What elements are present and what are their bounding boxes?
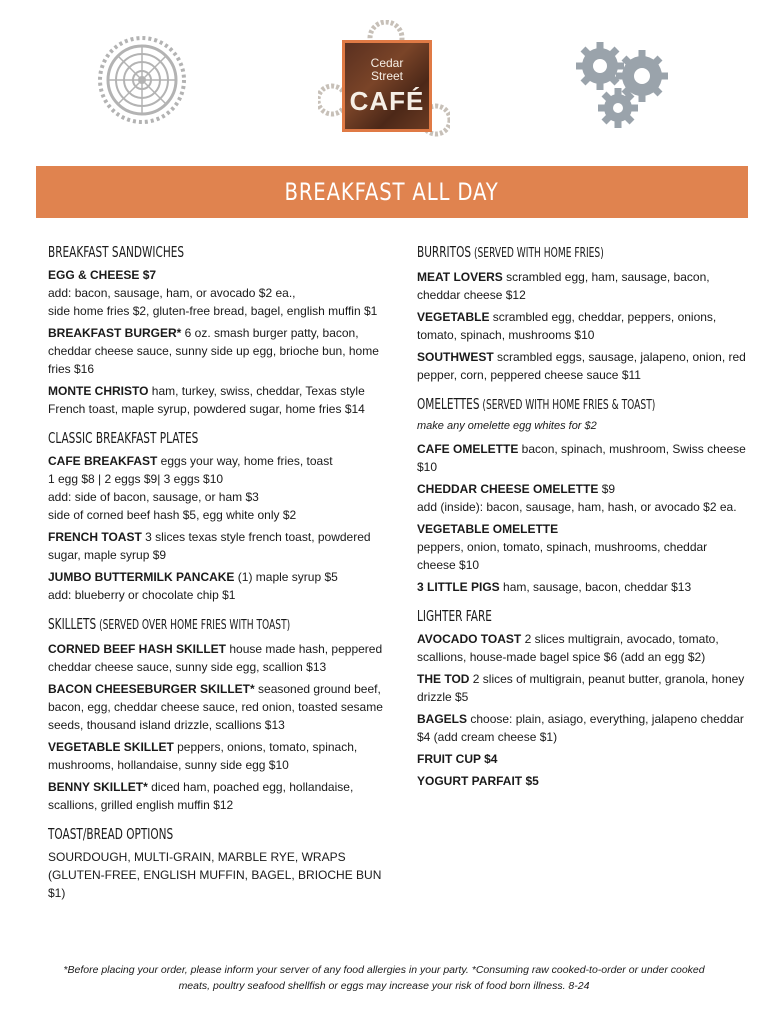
item-name: MONTE CHRISTO <box>48 384 149 398</box>
item-name: EGG & CHEESE $7 <box>48 268 157 282</box>
menu-item-benny-skillet <box>48 778 400 814</box>
disclaimer-line: *Before placing your order, please inform your server of any food allergies in your party. *Consuming raw cooked-to-order or under cooked <box>63 964 705 976</box>
section-skillets <box>48 614 400 814</box>
item-note: add (inside): bacon, sausage, ham, hash, or avocado $2 ea. <box>417 500 737 514</box>
item-name: SOUTHWEST <box>417 350 494 364</box>
item-desc: peppers, onions, tomato, spinach, mushrooms, hollandaise, sunny side egg $10 <box>48 740 358 772</box>
logo-text-line3: CAFÉ <box>349 86 425 116</box>
menu-item-the-tod <box>417 670 747 706</box>
item-name: CORNED BEEF HASH SKILLET <box>48 642 227 656</box>
page-title: BREAKFAST ALL DAY <box>284 178 500 206</box>
section-title: CLASSIC BREAKFAST PLATES <box>48 429 199 447</box>
item-desc: 2 slices of multigrain, peanut butter, granola, honey drizzle $5 <box>417 672 745 704</box>
item-name: BENNY SKILLET* <box>48 780 148 794</box>
menu-item-french-toast <box>48 528 400 564</box>
item-name: MEAT LOVERS <box>417 270 503 284</box>
item-note: add: blueberry or chocolate chip $1 <box>48 588 236 602</box>
item-name: CAFE OMELETTE <box>417 442 519 456</box>
item-note: side of corned beef hash $5, egg white only $2 <box>48 508 297 522</box>
item-note: add: side of bacon, sausage, or ham $3 <box>48 490 259 504</box>
menu-item-vegetable-omelette <box>417 520 747 574</box>
item-desc: diced ham, poached egg, hollandaise, scallions, grilled english muffin $12 <box>48 780 354 812</box>
section-title-main: SKILLETS <box>48 615 97 633</box>
section-subtitle: (SERVED WITH HOME FRIES & TOAST) <box>479 398 656 413</box>
menu-item-egg-cheese <box>48 266 400 320</box>
item-name: VEGETABLE <box>417 310 490 324</box>
item-desc: choose: plain, asiago, everything, jalapeno cheddar $4 (add cream cheese $1) <box>417 712 744 744</box>
section-note: make any omelette egg whites for $2 <box>417 420 597 432</box>
item-desc: 6 oz. smash burger patty, bacon, cheddar cheese sauce, sunny side up egg, brioche bun, home fries $16 <box>48 326 379 376</box>
menu-item-yogurt-parfait <box>417 772 747 790</box>
menu-item-fruit-cup <box>417 750 747 768</box>
item-name: YOGURT PARFAIT $5 <box>417 774 539 788</box>
item-desc: bacon, spinach, mushroom, Swiss cheese $10 <box>417 442 746 474</box>
toast-options-list <box>48 848 400 902</box>
logo-text-line2: Street <box>370 69 403 83</box>
menu-item-monte-christo <box>48 382 400 418</box>
item-note: add: bacon, sausage, ham, or avocado $2 ea., <box>48 286 296 300</box>
section-title-main: BURRITOS <box>417 243 472 261</box>
item-desc: ham, sausage, bacon, cheddar $13 <box>499 580 692 594</box>
item-name: VEGETABLE SKILLET <box>48 740 174 754</box>
item-desc: house made hash, peppered cheddar cheese sauce, sunny side egg, scallion $13 <box>48 642 383 674</box>
section-classic-plates <box>48 428 400 604</box>
section-subtitle: (SERVED WITH HOME FRIES) <box>471 246 604 261</box>
menu-item-3-little-pigs <box>417 578 747 596</box>
item-name: 3 LITTLE PIGS <box>417 580 500 594</box>
section-title: BREAKFAST SANDWICHES <box>48 243 185 261</box>
item-desc: 2 slices multigrain, avocado, tomato, scallions, house-made bagel spice $6 (add an egg $2) <box>417 632 719 664</box>
logo-text-line1: Cedar <box>370 56 404 70</box>
item-desc: $9 <box>598 482 616 496</box>
allergy-disclaimer <box>40 962 728 994</box>
item-note: 1 egg $8 | 2 eggs $9| 3 eggs $10 <box>48 472 224 486</box>
menu-item-cheddar-omelette <box>417 480 747 516</box>
item-name: BAGELS <box>417 712 468 726</box>
title-banner <box>36 166 748 218</box>
item-desc: peppers, onion, tomato, spinach, mushrooms, cheddar cheese $10 <box>417 540 708 572</box>
item-name: CAFE BREAKFAST <box>48 454 158 468</box>
section-lighter-fare <box>417 606 747 790</box>
section-burritos <box>417 242 747 384</box>
menu-item-vegetable-burrito <box>417 308 747 344</box>
item-name: JUMBO BUTTERMILK PANCAKE <box>48 570 235 584</box>
item-name: THE TOD <box>417 672 470 686</box>
menu-item-breakfast-burger <box>48 324 400 378</box>
gears-icon <box>574 40 674 130</box>
section-sandwiches <box>48 242 400 418</box>
header-decorations <box>0 0 768 160</box>
menu-item-cafe-breakfast <box>48 452 400 524</box>
section-omelettes <box>417 394 747 596</box>
section-title <box>417 242 674 264</box>
item-desc: scrambled egg, cheddar, peppers, onions, tomato, spinach, mushrooms $10 <box>417 310 717 342</box>
section-title <box>48 614 323 636</box>
item-desc: (1) maple syrup $5 <box>234 570 338 584</box>
item-desc: scrambled egg, ham, sausage, bacon, cheddar cheese $12 <box>417 270 710 302</box>
item-note: side home fries $2, gluten-free bread, bagel, english muffin $1 <box>48 304 378 318</box>
item-desc: ham, turkey, swiss, cheddar, Texas style French toast, maple syrup, powdered sugar, home fries $14 <box>48 384 365 416</box>
logo <box>318 20 450 146</box>
right-column <box>417 242 747 800</box>
menu-item-cafe-omelette <box>417 440 747 476</box>
section-title: LIGHTER FARE <box>417 607 492 625</box>
menu-item-vegetable-skillet <box>48 738 400 774</box>
menu-item-avocado-toast <box>417 630 747 666</box>
menu-item-pancake <box>48 568 400 604</box>
item-desc: 3 slices texas style french toast, powdered sugar, maple syrup $9 <box>48 530 371 562</box>
menu-item-corned-beef-skillet <box>48 640 400 676</box>
left-column <box>48 242 400 912</box>
item-desc: scrambled eggs, sausage, jalapeno, onion, red pepper, corn, peppered cheese sauce $11 <box>417 350 746 382</box>
menu-item-bagels <box>417 710 747 746</box>
section-title <box>417 394 674 416</box>
item-name: FRENCH TOAST <box>48 530 142 544</box>
item-desc: eggs your way, home fries, toast <box>157 454 333 468</box>
menu-item-bacon-cheeseburger-skillet <box>48 680 400 734</box>
item-name: VEGETABLE OMELETTE <box>417 522 559 536</box>
section-title-main: OMELETTES <box>417 395 480 413</box>
logo-card <box>342 40 432 132</box>
disclaimer-line: meats, poultry seafood shellfish or eggs may increase your risk of food born illness. 8-24 <box>178 980 590 992</box>
section-subtitle: (SERVED OVER HOME FRIES WITH TOAST) <box>96 618 291 633</box>
item-name: BACON CHEESEBURGER SKILLET* <box>48 682 255 696</box>
item-name: AVOCADO TOAST <box>417 632 522 646</box>
item-name: BREAKFAST BURGER* <box>48 326 182 340</box>
toast-options-line: SOURDOUGH, MULTI-GRAIN, MARBLE RYE, WRAPS <box>48 850 346 864</box>
menu-item-meat-lovers <box>417 268 747 304</box>
section-title: TOAST/BREAD OPTIONS <box>48 825 174 843</box>
item-desc: seasoned ground beef, bacon, egg, cheddar cheese sauce, red onion, toasted sesame seeds, thousand island drizzle, scallions $13 <box>48 682 383 732</box>
section-toast-options <box>48 824 400 902</box>
menu-item-southwest <box>417 348 747 384</box>
item-name: CHEDDAR CHEESE OMELETTE <box>417 482 599 496</box>
item-name: FRUIT CUP $4 <box>417 752 498 766</box>
toast-options-line: (GLUTEN-FREE, ENGLISH MUFFIN, BAGEL, BRIOCHE BUN $1) <box>48 868 382 900</box>
mandala-icon <box>96 34 188 126</box>
